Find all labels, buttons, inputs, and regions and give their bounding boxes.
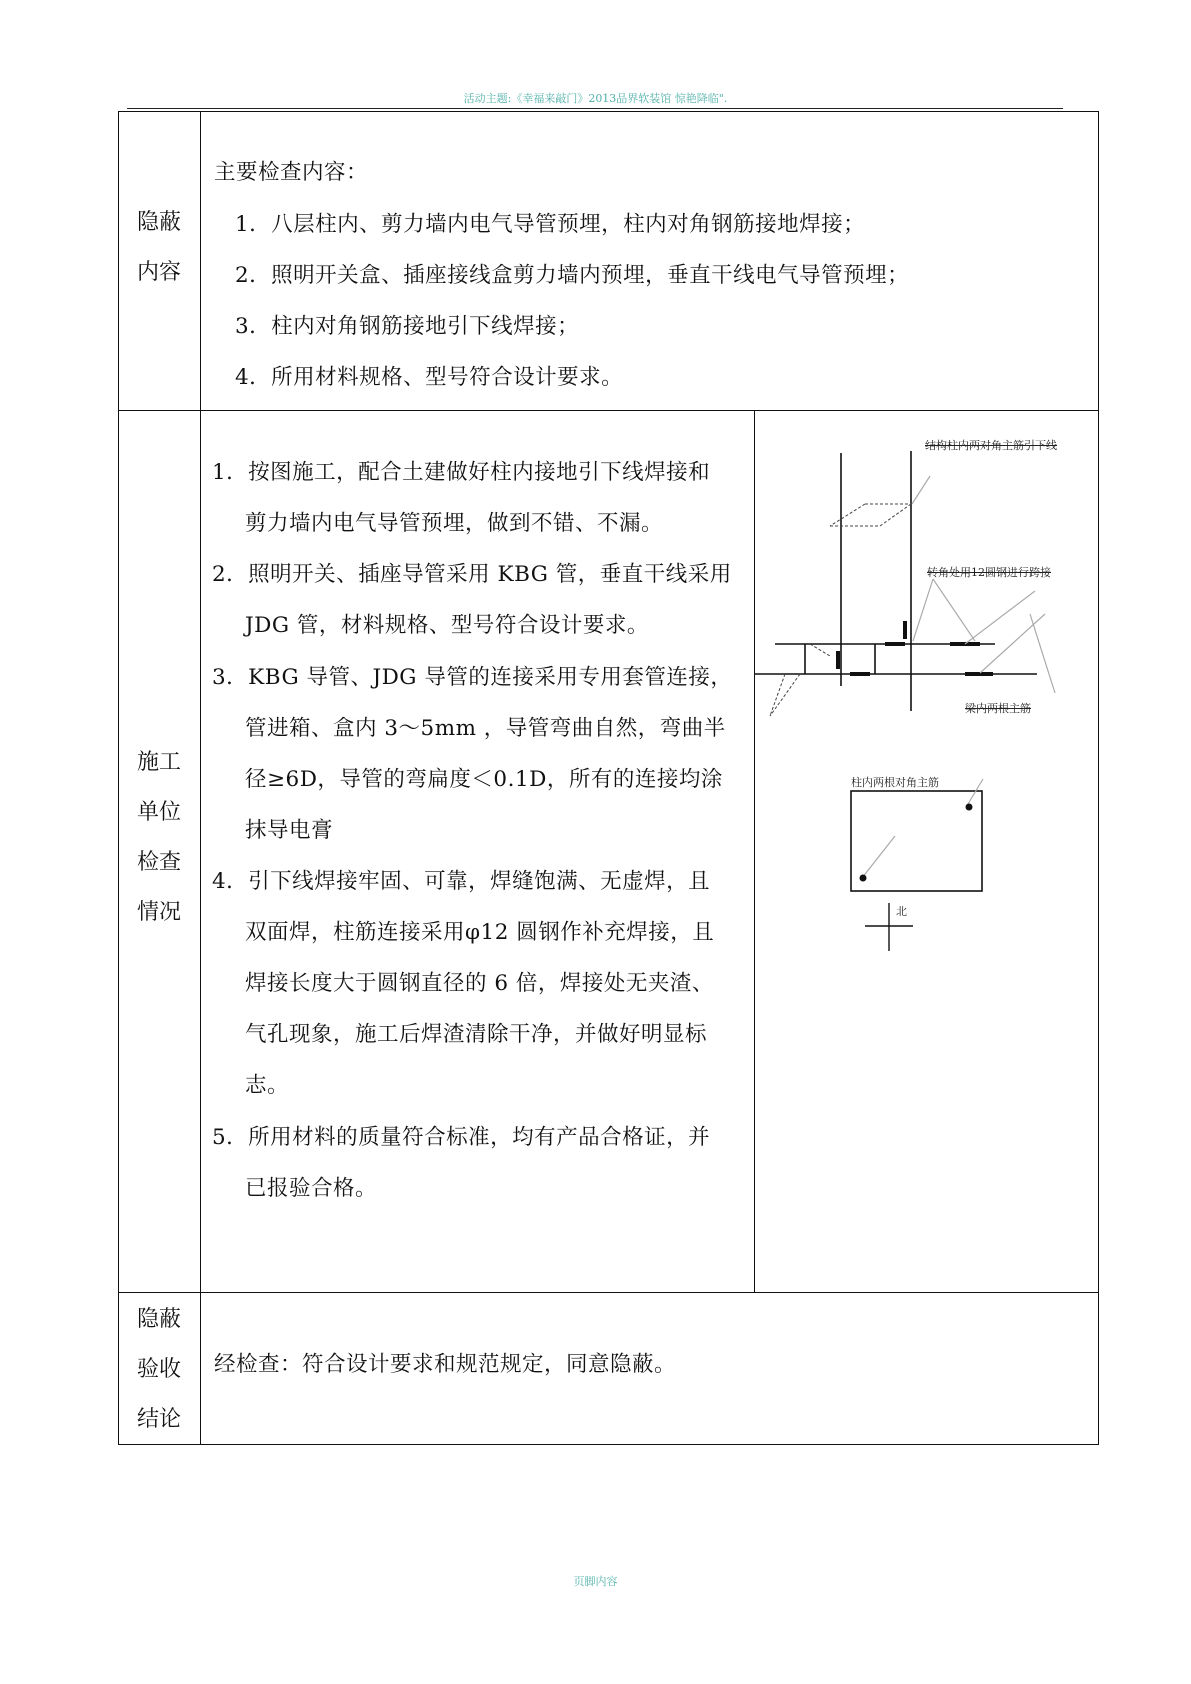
page-footer-text: 页脚内容 bbox=[573, 1575, 618, 1588]
section1-title: 主要检查内容： bbox=[214, 160, 369, 185]
section1-item: 4．所用材料规格、型号符合设计要求。 bbox=[235, 365, 624, 390]
section2-line: 剪力墙内电气导管预埋，做到不错、不漏。 bbox=[245, 511, 664, 536]
section2-line: 径≥6D，导管的弯扁度＜0.1D，所有的连接均涂 bbox=[245, 767, 723, 792]
grounding-diagram bbox=[755, 411, 1099, 1291]
section2-line: 志。 bbox=[245, 1073, 290, 1098]
section1-item: 3．柱内对角钢筋接地引下线焊接； bbox=[235, 314, 580, 339]
grounding-diagram-svg bbox=[755, 411, 1099, 1011]
section2-line: 2．照明开关、插座导管采用 KBG 管，垂直干线采用 bbox=[212, 562, 732, 587]
diagram-label-beam-rebar: 梁内两根主筋 bbox=[965, 702, 1031, 715]
label-line: 施工 bbox=[136, 750, 181, 775]
label-line: 结论 bbox=[136, 1407, 181, 1432]
label-column-divider bbox=[200, 111, 201, 1445]
diagram-label-north: 北 bbox=[896, 905, 907, 918]
section2-line: 焊接长度大于圆钢直径的 6 倍，焊接处无夹渣、 bbox=[245, 971, 714, 996]
section2-line: 管进箱、盒内 3～5mm ，导管弯曲自然，弯曲半 bbox=[245, 716, 726, 741]
diagram-label-column-rebar: 结构柱内两对角主筋引下线 bbox=[925, 439, 1057, 452]
section1-item: 1．八层柱内、剪力墙内电气导管预埋，柱内对角钢筋接地焊接； bbox=[235, 212, 866, 237]
section2-line: 抹导电膏 bbox=[245, 818, 334, 843]
label-line: 情况 bbox=[136, 900, 181, 925]
section-label-construction-check bbox=[118, 738, 200, 938]
section2-line: 1．按图施工，配合土建做好柱内接地引下线焊接和 bbox=[212, 460, 711, 485]
section2-line: 气孔现象，施工后焊渣清除干净，并做好明显标 bbox=[245, 1022, 708, 1047]
page-header-text: 活动主题:《幸福来敲门》2013品界软装馆 惊艳降临". bbox=[463, 92, 728, 105]
row-divider-2 bbox=[118, 1292, 1099, 1293]
diagram-label-plan-column: 柱内两根对角主筋 bbox=[851, 776, 939, 789]
acceptance-conclusion: 经检查：符合设计要求和规范规定，同意隐蔽。 bbox=[214, 1352, 677, 1377]
label-line: 隐蔽 bbox=[136, 1307, 181, 1332]
header-rule bbox=[127, 108, 1063, 109]
section2-line: JDG 管，材料规格、型号符合设计要求。 bbox=[245, 613, 649, 638]
section1-item: 2．照明开关盒、插座接线盒剪力墙内预埋，垂直干线电气导管预埋； bbox=[235, 263, 910, 288]
diagram-label-corner-jumper: 转角处用12圆钢进行跨接 bbox=[927, 566, 1051, 579]
label-line: 隐蔽 bbox=[136, 210, 181, 235]
section-label-hidden-content bbox=[118, 198, 200, 298]
section2-line: 4．引下线焊接牢固、可靠，焊缝饱满、无虚焊，且 bbox=[212, 869, 711, 894]
label-line: 验收 bbox=[136, 1357, 181, 1382]
section2-line: 3．KBG 导管、JDG 导管的连接采用专用套管连接， bbox=[212, 665, 733, 690]
section2-line: 已报验合格。 bbox=[245, 1176, 378, 1201]
label-line: 内容 bbox=[136, 260, 181, 285]
section2-line: 双面焊，柱筋连接采用φ12 圆钢作补充焊接，且 bbox=[245, 920, 715, 945]
label-line: 单位 bbox=[136, 800, 181, 825]
section2-line: 5．所用材料的质量符合标准，均有产品合格证，并 bbox=[212, 1125, 711, 1150]
label-line: 检查 bbox=[136, 850, 181, 875]
section-label-acceptance bbox=[118, 1295, 200, 1445]
